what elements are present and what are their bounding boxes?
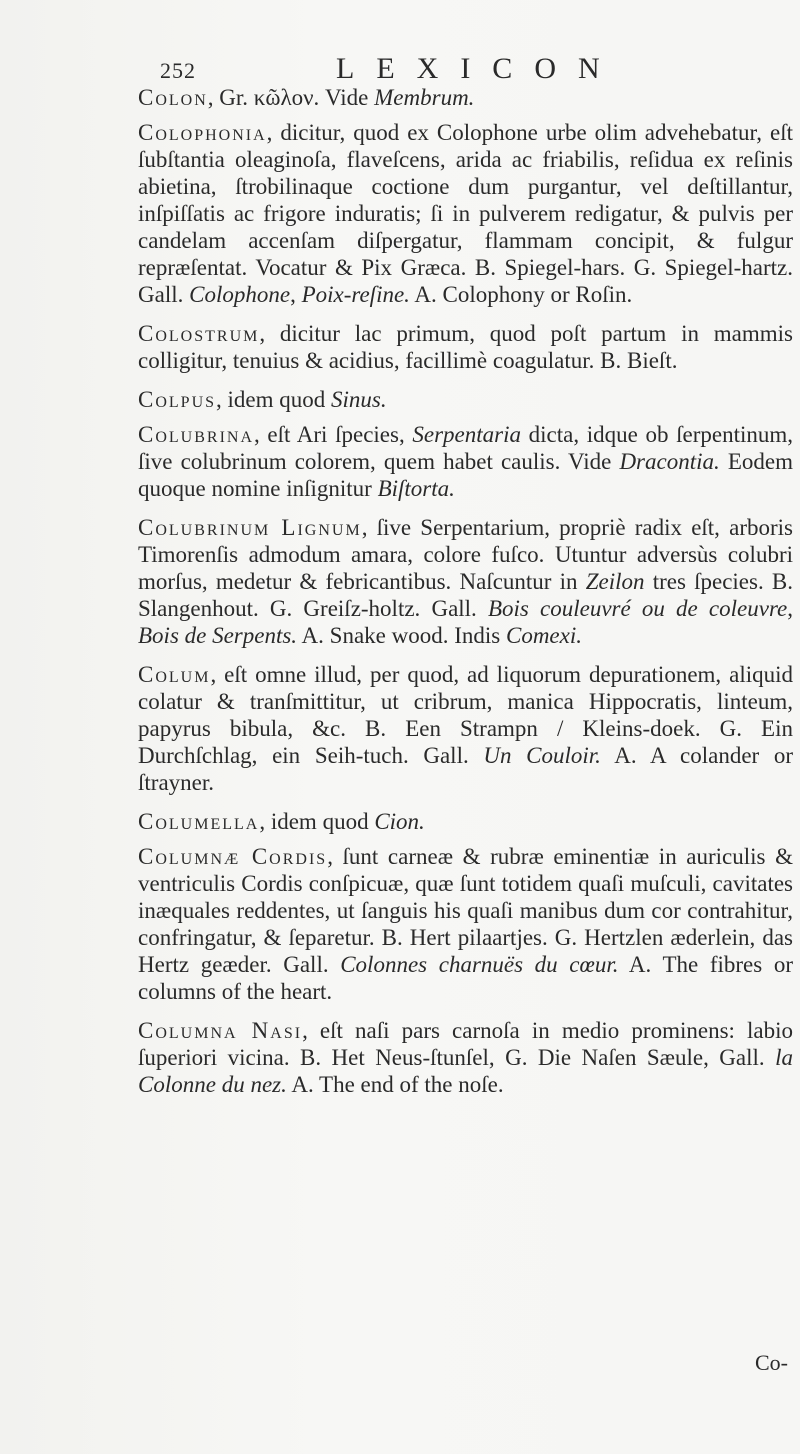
french-term: Colonnes charnuës du cœur. xyxy=(340,952,619,977)
lemma: Colophonia xyxy=(138,120,267,145)
dictionary-entries xyxy=(138,84,793,1110)
entry-text: , ſunt carneæ & rubræ eminentiæ in auriculis & ventriculis Cordis conſpicuæ, quæ ſunt totidem quaſi muſculi, cavitates inæquales reddentes, ut ſanguis his quaſi manibus dum cor contrahitur, confringatur, & ſeparetur. B. Hert pilaartjes. G. Hertzlen æderlein, das Hertz geæder. Gall. xyxy=(138,844,793,977)
french-term: Poix-reſine. xyxy=(301,282,410,307)
french-term: Bois couleuvré ou de coleuvre xyxy=(487,596,788,621)
entry-text: A. Colophony or Roſin. xyxy=(409,282,633,307)
french-term: la Colonne du nez. xyxy=(138,1045,793,1097)
entry-text: A. A colander or ſtrayner. xyxy=(138,743,793,795)
entry-columnae-cordis xyxy=(138,843,793,1005)
entry-colum xyxy=(138,661,793,796)
entry-text: , xyxy=(787,596,793,621)
lemma: Columella xyxy=(138,809,260,834)
italic-term: Biſtorta. xyxy=(377,476,455,501)
lemma: Colubrinum Lignum xyxy=(138,515,362,540)
lemma: Colon xyxy=(138,85,208,110)
italic-term: Comexi. xyxy=(505,623,582,648)
cross-reference: Dracontia. xyxy=(619,449,720,474)
lemma: Colostrum xyxy=(138,321,260,346)
french-term: Un Couloir. xyxy=(483,743,601,768)
entry-colostrum xyxy=(138,320,793,374)
entry-text: dicta, idque ob ſerpentinum, ſive colubrinum colorem, quem habet caulis. Vide xyxy=(138,422,793,474)
page-number: 252 xyxy=(160,58,196,83)
catchword: Co- xyxy=(755,1350,788,1375)
cross-reference: Sinus. xyxy=(331,387,387,412)
entry-text: Eodem quoque nomine inſignitur xyxy=(138,449,793,501)
running-head: LEXICON xyxy=(336,52,622,85)
entry-text: tres ſpecies. B. Slangenhout. G. Greiſz-holtz. Gall. xyxy=(138,569,794,621)
entry-colubrina xyxy=(138,421,793,502)
entry-text: , idem quod xyxy=(216,387,332,412)
entry-text: , eſt omne illud, per quod, ad liquorum depurationem, aliquid colatur & tranſmittitur, ut cribrum, manica Hippocratis, linteum, papyrus bibula, &c. B. Een Strampn / Kleins-doek. G. Ein Durchſchlag, ein Seih-tuch. Gall. xyxy=(138,662,793,768)
entry-columna-nasi xyxy=(138,1017,793,1098)
entry-columella xyxy=(138,808,793,835)
italic-term: Serpentaria xyxy=(412,422,521,447)
entry-colon xyxy=(138,84,793,111)
lemma: Colubrina xyxy=(138,422,255,447)
italic-term: Zeilon xyxy=(585,569,645,594)
entry-text: , idem quod xyxy=(259,809,375,834)
entry-text: , Gr. κῶλον. Vide xyxy=(207,85,375,110)
cross-reference: Cion. xyxy=(374,809,425,834)
entry-text: , dicitur lac primum, quod poſt partum in mammis colligitur, tenuius & acidius, facillimè coagulatur. B. Bieſt. xyxy=(138,321,793,373)
entry-text: , eſt naſi pars carnoſa in medio prominens: labio ſuperiori vicina. B. Het Neus-ſtunſel, G. Die Naſen Sæule, Gall. xyxy=(138,1018,794,1070)
entry-colubrinum-lignum xyxy=(138,514,793,649)
french-term: Colophone xyxy=(189,282,291,307)
cross-reference: Membrum. xyxy=(374,85,475,110)
entry-text: A. The fibres or columns of the heart. xyxy=(138,952,793,1004)
entry-text: , xyxy=(290,282,302,307)
entry-colpus xyxy=(138,386,793,413)
entry-colophonia xyxy=(138,119,793,308)
entry-text: A. Snake wood. Indis xyxy=(297,623,506,648)
entry-text: , eſt Ari ſpecies, xyxy=(254,422,413,447)
entry-text: , ſive Serpentarium, propriè radix eſt, arboris Timorenſis admodum amara, colore fuſco. Utuntur adversùs colubri morſus, medetur & febricantibus. Naſcuntur in xyxy=(138,515,793,594)
lemma: Columna Nasi xyxy=(138,1018,303,1043)
lemma: Colum xyxy=(138,662,211,687)
entry-text: A. The end of the noſe. xyxy=(286,1072,504,1097)
lemma: Columnæ Cordis xyxy=(138,844,328,869)
lemma: Colpus xyxy=(138,387,217,412)
french-term: Bois de Serpents. xyxy=(138,623,298,648)
entry-text: , dicitur, quod ex Colophone urbe olim advehebatur, eſt ſubſtantia oleaginoſa, flaveſcens, arida ac friabilis, reſidua ex reſinis abietina, ſtrobilinaque coctione dum purgantur, vel deſtillantur, inſpiſſatis ac frigore induratis; ſi in pulverem redigatur, & pulvis per candelam accenſam diſpergatur, flammam concipit, & fulgur repræſentat. Vocatur & Pix Græca. B. Spiegel-hars. G. Spiegel-hartz. Gall. xyxy=(138,120,793,307)
